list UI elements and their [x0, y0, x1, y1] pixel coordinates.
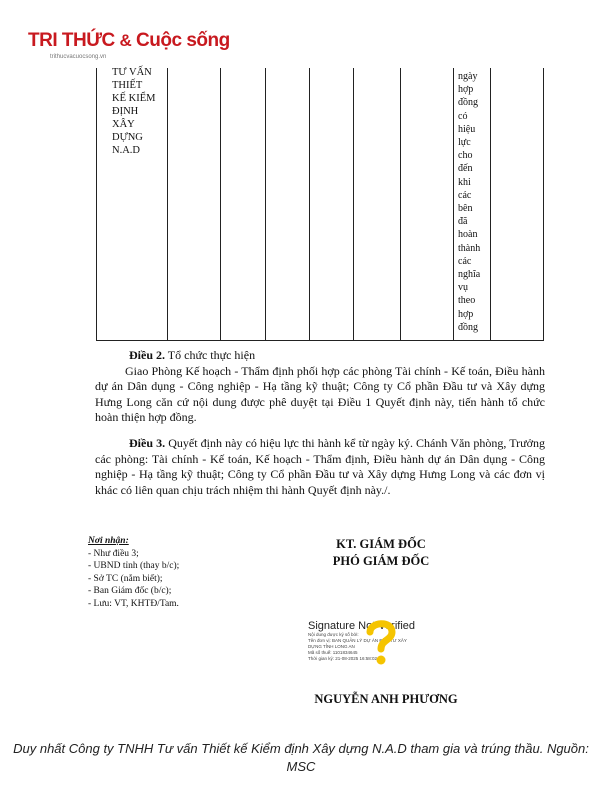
cell-line: có: [458, 110, 468, 122]
cell-line: N.A.D: [112, 145, 140, 156]
cell-line: XÂY: [112, 119, 135, 130]
table-divider: [453, 68, 454, 341]
signatory-title-line1: KT. GIÁM ĐỐC: [336, 537, 426, 551]
cell-line: THIẾT: [112, 80, 143, 91]
signer-name: NGUYỄN ANH PHƯƠNG: [314, 692, 458, 706]
table-divider: [490, 68, 491, 341]
recipient-item: - Ban Giám đốc (b/c);: [88, 586, 172, 596]
cell-line: ĐỊNH: [112, 106, 139, 117]
signature-status: Signature Not Verified: [308, 620, 416, 632]
signatory-title-line2: PHÓ GIÁM ĐỐC: [332, 554, 430, 568]
logo-wordmark: [28, 30, 230, 52]
article-2-label: Điều 2.: [129, 348, 165, 362]
recipients-block: [88, 535, 179, 610]
contractor-name-cell: [112, 66, 167, 157]
cell-line: đã: [458, 216, 468, 228]
recipient-item: - Như điều 3;: [88, 548, 139, 559]
cell-line: hợp: [458, 84, 474, 96]
signature-question-mark-icon: [362, 618, 400, 666]
cell-line: TƯ VẤN: [112, 67, 152, 78]
cell-line: các: [458, 189, 472, 201]
cell-line: đồng: [458, 321, 478, 333]
cell-line: hiệu: [458, 123, 476, 135]
article-2: [95, 348, 545, 426]
signature-detail: Thời gian ký: 21-08-2025 16:58:02: [308, 656, 377, 661]
cell-line: vụ: [458, 282, 468, 294]
table-divider: [353, 68, 354, 341]
article-2-title: Tổ chức thực hiện: [165, 348, 256, 362]
cell-line: ngày: [458, 71, 478, 82]
cell-line: bên: [458, 203, 473, 215]
recipient-item: - Sở TC (nắm biết);: [88, 573, 163, 584]
article-3-label: Điều 3.: [129, 436, 166, 450]
table-divider: [167, 68, 168, 341]
recipients-title: Nơi nhận:: [88, 536, 129, 546]
cell-line: cho: [458, 150, 473, 162]
table-divider: [309, 68, 310, 341]
signature-detail: Nội dung được ký số bởi:: [308, 632, 359, 637]
contract-validity-cell: [458, 70, 490, 334]
cell-line: DỰNG: [112, 132, 143, 143]
logo-url: trithucvacuocsong.vn: [50, 54, 107, 60]
article-3-text: Quyết định này có hiệu lực thi hành kể từ ngày ký. Chánh Văn phòng, Trưởng các phòng: Tài chính - Kế toán, Kế hoạch - Thẩm định, Điều hành dự án Dân dụng - Công nghiệp - Hạ tầng kỹ thuật; Công ty Cổ phần Đầu tư và Xây dựng Hưng Long và các đơn vị khác có liên quan chịu trách nhiệm thi hành Quyết định này./.: [95, 436, 546, 497]
signatory-title: [300, 536, 462, 570]
image-caption: Duy nhất Công ty TNHH Tư vấn Thiết kế Kiểm định Xây dựng N.A.D tham gia và trúng thầu. Nguồn: MSC: [13, 741, 589, 774]
article-3: [95, 436, 545, 498]
signature-detail: DỰNG TỈNH LONG AN: [308, 644, 355, 649]
cell-line: KẾ KIỂM: [112, 93, 156, 104]
cell-line: thành: [458, 242, 481, 254]
recipient-item: - UBND tỉnh (thay b/c);: [88, 561, 180, 571]
recipient-item: - Lưu: VT, KHTĐ/Tam.: [88, 598, 179, 609]
signature-detail: Tên đơn vị: BAN QUẢN LÝ DỰ ÁN ĐẦU TƯ XÂY: [308, 638, 407, 643]
table-divider: [543, 68, 544, 341]
cell-line: khi: [458, 176, 471, 188]
table-divider: [265, 68, 266, 341]
cell-line: đồng: [458, 97, 478, 109]
cell-line: nghĩa: [458, 269, 481, 281]
article-2-heading: [95, 348, 545, 364]
cell-line: hợp: [458, 308, 474, 320]
article-2-text: Giao Phòng Kế hoạch - Thẩm định phối hợp các phòng Tài chính - Kế toán, Điều hành dự án Dân dụng - Công nghiệp - Hạ tầng kỹ thuật; Công ty Cổ phần Đầu tư và Xây dựng Hưng Long căn cứ nội dung được phê duyệt tại Điều 1 Quyết định này, tiến hành tổ chức hoàn thiện hợp đồng.: [95, 363, 545, 424]
site-logo[interactable]: [28, 30, 230, 70]
logo-ampersand: &: [119, 31, 132, 50]
cell-line: các: [458, 255, 472, 267]
logo-brand-part1: TRI THỨC: [28, 30, 115, 51]
table-divider: [220, 68, 221, 341]
cell-line: đến: [458, 163, 473, 175]
table-divider: [400, 68, 401, 341]
logo-brand-part2: Cuộc sống: [136, 30, 230, 51]
cell-line: theo: [458, 295, 476, 307]
signature-detail: Mã số thuế: 1101834645: [308, 650, 358, 655]
cell-line: lực: [458, 137, 471, 149]
cell-line: hoàn: [458, 229, 478, 241]
